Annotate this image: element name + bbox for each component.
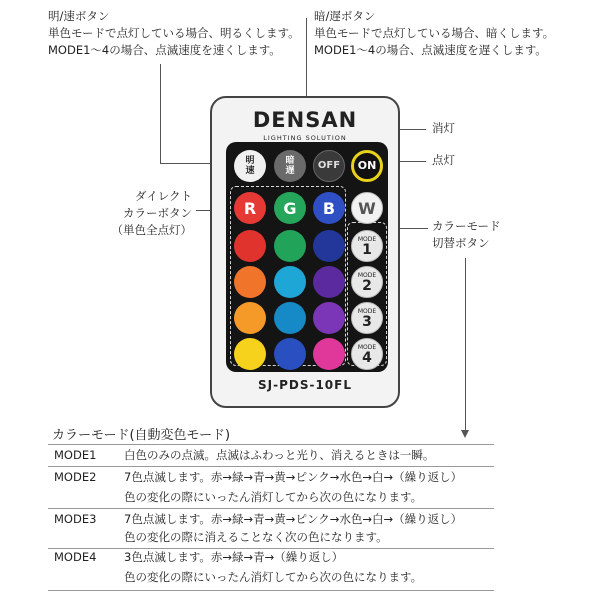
desc-cell: 白色のみの点滅。点滅はふわっと光り、消えるときは一瞬。	[124, 448, 435, 462]
dark-slow-title: 暗/遅ボタン	[314, 9, 376, 23]
bright-fast-line1: 単色モードで点灯している場合、明るくします。	[48, 26, 300, 40]
mode2-word: MODE	[357, 271, 377, 279]
dark-slow-line2: MODE1～4の場合、点滅速度を遅くします。	[314, 43, 547, 57]
mode-cell: MODE3	[54, 512, 97, 526]
mode4-word: MODE	[357, 343, 377, 351]
direct-color-line2: カラーボタン	[123, 206, 192, 220]
color-button-yellow[interactable]	[234, 338, 266, 370]
bright-fast-annotation	[48, 8, 300, 59]
down-arrow-icon	[461, 430, 469, 438]
brand-logo: DENSAN	[252, 108, 358, 132]
color-mode-line2: 切替ボタン	[432, 236, 490, 250]
color-button-violet[interactable]	[313, 302, 345, 334]
table-row	[48, 566, 494, 588]
remote-control	[210, 96, 400, 408]
bright-fast-line2: MODE1～4の場合、点滅速度を速くします。	[48, 43, 281, 57]
mode-cell: MODE1	[54, 448, 97, 462]
mode1-number: 1	[362, 241, 372, 258]
mode1-word: MODE	[357, 235, 377, 243]
color-button-red[interactable]	[234, 230, 266, 262]
desc-cell: 色の変化の際にいったん消灯してから次の色になります。	[124, 490, 423, 504]
table-row	[48, 486, 494, 508]
color-button-pink[interactable]	[313, 338, 345, 370]
bright-fast-button[interactable]	[234, 150, 266, 182]
table-row	[48, 466, 494, 488]
direct-color-annotation	[110, 188, 192, 239]
direct-color-line1: ダイレクト	[134, 189, 192, 203]
down-arrow-line	[465, 258, 466, 434]
white-button[interactable]: W	[351, 192, 383, 224]
mode3-button[interactable]	[351, 302, 383, 334]
desc-cell: 色の変化の際に消えることなく次の色になります。	[124, 530, 388, 544]
desc-cell: 色の変化の際にいったん消灯してから次の色になります。	[124, 570, 423, 584]
mode4-button[interactable]	[351, 338, 383, 370]
mode-cell: MODE2	[54, 470, 97, 484]
dark-label: 暗	[285, 156, 295, 166]
mode-cell: MODE4	[54, 550, 97, 564]
color-mode-line1: カラーモード	[432, 219, 501, 233]
slow-label: 遅	[285, 166, 295, 176]
mode2-number: 2	[362, 277, 372, 294]
off-annotation: 消灯	[432, 121, 455, 135]
direct-color-line3: （単色全点灯）	[111, 223, 192, 237]
mode3-word: MODE	[357, 307, 377, 315]
mode1-button[interactable]	[351, 230, 383, 262]
bright-label: 明	[245, 156, 255, 166]
dark-slow-button[interactable]	[274, 150, 306, 182]
color-mode-annotation	[432, 218, 501, 252]
desc-cell: 7色点滅します。赤→緑→青→黄→ピンク→水色→白→（繰り返し）	[124, 470, 463, 484]
table-divider	[48, 590, 494, 591]
on-annotation: 点灯	[432, 153, 455, 167]
bright-fast-title: 明/速ボタン	[48, 9, 110, 23]
button-pad	[226, 142, 388, 372]
desc-cell: 3色点滅します。赤→緑→青→（繰り返し）	[124, 550, 344, 564]
mode3-number: 3	[362, 313, 372, 330]
leader-line-bright	[160, 64, 161, 164]
color-button-orange[interactable]	[234, 266, 266, 298]
color-button-amber[interactable]	[234, 302, 266, 334]
table-row	[48, 526, 494, 548]
on-button[interactable]: ON	[351, 150, 383, 182]
brand-subtitle: LIGHTING SOLUTION	[263, 134, 347, 142]
blue-button[interactable]: B	[313, 192, 345, 224]
table-row	[48, 546, 494, 568]
table-title: カラーモード(自動変色モード)	[52, 428, 231, 443]
dark-slow-line1: 単色モードで点灯している場合、暗くします。	[314, 26, 555, 40]
color-button-navy[interactable]	[313, 230, 345, 262]
green-button[interactable]: G	[274, 192, 306, 224]
off-button[interactable]: OFF	[313, 150, 345, 182]
color-button-blue[interactable]	[274, 338, 306, 370]
color-button-sky[interactable]	[274, 302, 306, 334]
fast-label: 速	[245, 166, 255, 176]
red-button[interactable]: R	[234, 192, 266, 224]
desc-cell: 7色点滅します。赤→緑→青→黄→ピンク→水色→白→（繰り返し）	[124, 512, 463, 526]
model-number: SJ-PDS-10FL	[257, 378, 352, 392]
mode2-button[interactable]	[351, 266, 383, 298]
color-button-purple[interactable]	[313, 266, 345, 298]
mode4-number: 4	[362, 349, 372, 366]
color-button-cyan[interactable]	[274, 266, 306, 298]
table-row	[48, 444, 494, 466]
dark-slow-annotation	[314, 8, 554, 59]
color-button-green[interactable]	[274, 230, 306, 262]
